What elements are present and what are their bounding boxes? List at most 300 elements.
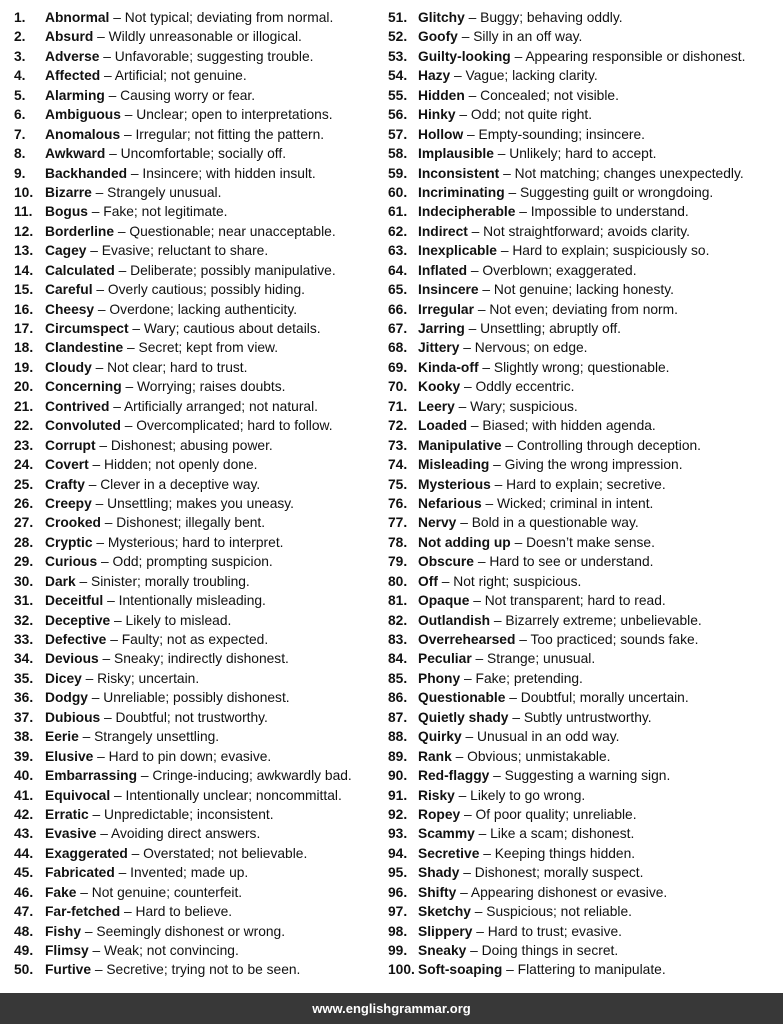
- list-item: [388, 319, 780, 338]
- item-term: Circumspect: [45, 321, 129, 336]
- item-number: 22.: [14, 418, 34, 434]
- list-item: [388, 669, 780, 688]
- item-term: Outlandish: [418, 612, 491, 628]
- item-text: [418, 280, 674, 299]
- item-definition: – Unsettling; makes you uneasy.: [91, 495, 294, 511]
- item-term: Flimsy: [45, 943, 89, 958]
- item-text: [45, 844, 307, 863]
- item-definition: – Evasive; reluctant to share.: [86, 243, 269, 259]
- item-definition: – Giving the wrong impression.: [489, 457, 683, 473]
- item-definition: – Doesn’t make sense.: [510, 534, 655, 550]
- item-definition: – Deliberate; possibly manipulative.: [114, 262, 336, 278]
- list-item: [14, 941, 386, 960]
- list-item: [388, 902, 780, 921]
- item-number: 75.: [388, 476, 408, 492]
- item-text: [45, 475, 260, 494]
- item-definition: – Bold in a questionable way.: [456, 515, 639, 531]
- item-term: Loaded: [418, 418, 468, 434]
- item-number: 92.: [388, 806, 408, 822]
- list-item: [388, 863, 780, 882]
- item-definition: – Invented; made up.: [114, 865, 249, 881]
- item-term: Opaque: [418, 593, 470, 609]
- item-definition: – Unsettling; abruptly off.: [464, 321, 621, 336]
- item-text: [45, 8, 333, 27]
- item-term: Hollow: [418, 126, 464, 142]
- item-number: 67.: [388, 321, 408, 336]
- item-number: 58.: [388, 146, 408, 162]
- item-definition: – Not matching; changes unexpectedly.: [499, 165, 744, 181]
- item-text: [45, 591, 266, 610]
- item-definition: – Dishonest; illegally bent.: [100, 515, 266, 531]
- item-term: Misleading: [418, 457, 490, 473]
- item-text: [45, 47, 313, 66]
- item-definition: – Vague; lacking clarity.: [450, 68, 598, 84]
- item-term: Contrived: [45, 398, 110, 414]
- item-text: [45, 611, 231, 630]
- item-number: 42.: [14, 806, 34, 822]
- item-term: Fake: [45, 884, 77, 900]
- list-item: [388, 475, 780, 494]
- item-text: [45, 125, 324, 144]
- item-term: Indirect: [418, 223, 468, 239]
- list-item: [14, 591, 386, 610]
- item-number: 3.: [14, 48, 26, 64]
- item-text: [418, 8, 623, 27]
- item-text: [418, 202, 689, 221]
- item-term: Phony: [418, 670, 461, 686]
- item-definition: – Subtly untrustworthy.: [508, 709, 652, 725]
- list-item: [14, 572, 386, 591]
- item-text: [418, 786, 585, 805]
- item-term: Creepy: [45, 495, 92, 511]
- item-number: 40.: [14, 768, 34, 784]
- item-number: 96.: [388, 884, 408, 900]
- item-definition: – Of poor quality; unreliable.: [460, 806, 637, 822]
- item-text: [45, 494, 294, 513]
- item-term: Cloudy: [45, 359, 92, 375]
- item-text: [418, 941, 618, 960]
- item-definition: – Wary; cautious about details.: [128, 321, 321, 336]
- list-item: [388, 786, 780, 805]
- item-text: [45, 513, 265, 532]
- item-term: Shady: [418, 865, 460, 881]
- item-number: 82.: [388, 612, 408, 628]
- item-term: Furtive: [45, 962, 91, 978]
- item-number: 64.: [388, 262, 408, 278]
- item-definition: – Insincere; with hidden insult.: [127, 165, 316, 181]
- list-item: [14, 513, 386, 532]
- item-term: Crafty: [45, 476, 85, 492]
- item-text: [418, 513, 639, 532]
- item-number: 56.: [388, 107, 408, 123]
- list-item: [14, 455, 386, 474]
- item-definition: – Hidden; not openly done.: [88, 457, 258, 473]
- item-term: Deceitful: [45, 593, 104, 609]
- item-number: 100.: [388, 962, 415, 978]
- item-definition: – Unreliable; possibly dishonest.: [87, 690, 290, 706]
- item-definition: – Obvious; unmistakable.: [451, 748, 611, 764]
- list-item: [388, 941, 780, 960]
- item-definition: – Intentionally misleading.: [103, 593, 266, 609]
- item-number: 32.: [14, 612, 34, 628]
- item-term: Red-flaggy: [418, 768, 490, 784]
- item-definition: – Wildly unreasonable or illogical.: [93, 29, 302, 45]
- item-number: 89.: [388, 748, 408, 764]
- item-definition: – Intentionally unclear; noncommittal.: [110, 787, 342, 803]
- item-term: Eerie: [45, 729, 79, 745]
- list-item: [388, 86, 780, 105]
- item-term: Irregular: [418, 301, 474, 317]
- list-item: [388, 183, 780, 202]
- item-term: Questionable: [418, 690, 506, 706]
- list-item: [14, 669, 386, 688]
- item-text: [45, 941, 239, 960]
- item-definition: – Causing worry or fear.: [104, 87, 256, 103]
- item-text: [45, 416, 333, 435]
- item-term: Kinda-off: [418, 359, 479, 375]
- list-item: [388, 261, 780, 280]
- list-item: [388, 66, 780, 85]
- list-item: [14, 358, 386, 377]
- list-item: [14, 552, 386, 571]
- item-definition: – Sinister; morally troubling.: [75, 573, 250, 589]
- list-item: [388, 164, 780, 183]
- item-definition: – Not clear; hard to trust.: [91, 359, 248, 375]
- item-text: [45, 688, 290, 707]
- item-definition: – Worrying; raises doubts.: [121, 379, 286, 395]
- item-term: Cheesy: [45, 301, 95, 317]
- item-number: 51.: [388, 10, 408, 25]
- item-number: 30.: [14, 573, 34, 589]
- list-item: [388, 883, 780, 902]
- item-number: 45.: [14, 865, 34, 881]
- item-number: 69.: [388, 359, 408, 375]
- item-number: 59.: [388, 165, 408, 181]
- item-definition: – Not straightforward; avoids clarity.: [467, 223, 690, 239]
- item-term: Clandestine: [45, 340, 124, 356]
- item-term: Corrupt: [45, 437, 96, 453]
- item-term: Hazy: [418, 68, 451, 84]
- item-text: [418, 805, 637, 824]
- item-term: Equivocal: [45, 787, 111, 803]
- item-text: [45, 86, 255, 105]
- item-number: 91.: [388, 787, 408, 803]
- item-number: 65.: [388, 282, 408, 298]
- item-text: [45, 533, 284, 552]
- item-text: [418, 844, 635, 863]
- item-number: 79.: [388, 554, 408, 570]
- item-term: Embarrassing: [45, 768, 138, 784]
- item-text: [45, 105, 333, 124]
- item-text: [45, 863, 248, 882]
- item-term: Bogus: [45, 204, 88, 220]
- list-item: [14, 300, 386, 319]
- item-number: 21.: [14, 398, 34, 414]
- item-term: Devious: [45, 651, 99, 667]
- item-number: 57.: [388, 126, 408, 142]
- item-text: [45, 261, 336, 280]
- item-definition: – Odd; prompting suspicion.: [97, 554, 273, 570]
- item-text: [418, 727, 619, 746]
- item-number: 73.: [388, 437, 408, 453]
- item-number: 34.: [14, 651, 34, 667]
- item-number: 52.: [388, 29, 408, 45]
- item-term: Bizarre: [45, 184, 92, 200]
- item-number: 25.: [14, 476, 34, 492]
- item-definition: – Hard to explain; suspiciously so.: [496, 243, 710, 259]
- item-definition: – Overcomplicated; hard to follow.: [120, 418, 333, 434]
- item-definition: – Strange; unusual.: [471, 651, 596, 667]
- item-text: [418, 902, 632, 921]
- list-item: [14, 125, 386, 144]
- item-text: [45, 358, 247, 377]
- item-number: 20.: [14, 379, 34, 395]
- item-definition: – Controlling through deception.: [501, 437, 701, 453]
- item-definition: – Likely to go wrong.: [454, 787, 586, 803]
- item-text: [418, 105, 592, 124]
- list-item: [14, 494, 386, 513]
- item-text: [45, 766, 352, 785]
- item-definition: – Sneaky; indirectly dishonest.: [98, 651, 289, 667]
- item-definition: – Unusual in an odd way.: [461, 729, 620, 745]
- word-list-column-right: [388, 8, 780, 980]
- item-definition: – Strangely unsettling.: [78, 729, 220, 745]
- item-definition: – Faulty; not as expected.: [106, 632, 269, 647]
- item-number: 84.: [388, 651, 408, 667]
- item-term: Insincere: [418, 282, 479, 298]
- item-definition: – Overly cautious; possibly hiding.: [92, 282, 305, 298]
- item-text: [45, 300, 297, 319]
- item-term: Sketchy: [418, 904, 471, 920]
- item-text: [45, 455, 257, 474]
- item-definition: – Suggesting guilt or wrongdoing.: [504, 184, 714, 200]
- item-definition: – Mysterious; hard to interpret.: [92, 534, 284, 550]
- item-text: [418, 27, 582, 46]
- list-item: [388, 552, 780, 571]
- item-term: Deceptive: [45, 612, 111, 628]
- item-definition: – Fake; not legitimate.: [87, 204, 228, 220]
- list-item: [388, 222, 780, 241]
- list-item: [388, 805, 780, 824]
- item-text: [418, 144, 657, 163]
- item-term: Manipulative: [418, 437, 502, 453]
- item-number: 46.: [14, 884, 34, 900]
- item-text: [418, 669, 583, 688]
- item-term: Cryptic: [45, 534, 93, 550]
- list-item: [388, 27, 780, 46]
- item-number: 74.: [388, 457, 408, 473]
- item-number: 10.: [14, 184, 34, 200]
- item-number: 6.: [14, 107, 26, 123]
- item-number: 36.: [14, 690, 34, 706]
- list-item: [388, 513, 780, 532]
- item-number: 70.: [388, 379, 408, 395]
- list-item: [14, 66, 386, 85]
- item-number: 2.: [14, 29, 26, 45]
- item-term: Covert: [45, 457, 89, 473]
- list-item: [388, 922, 780, 941]
- item-definition: – Overblown; exaggerated.: [467, 262, 637, 278]
- item-definition: – Hard to pin down; evasive.: [93, 748, 272, 764]
- item-definition: – Like a scam; dishonest.: [474, 826, 635, 842]
- item-term: Anomalous: [45, 126, 121, 142]
- item-number: 7.: [14, 126, 26, 142]
- list-item: [388, 300, 780, 319]
- item-definition: – Overdone; lacking authenticity.: [94, 301, 298, 317]
- item-number: 38.: [14, 729, 34, 745]
- item-term: Hinky: [418, 107, 456, 123]
- item-number: 95.: [388, 865, 408, 881]
- item-number: 87.: [388, 709, 408, 725]
- item-definition: – Dishonest; abusing power.: [95, 437, 273, 453]
- item-term: Inflated: [418, 262, 468, 278]
- item-number: 35.: [14, 670, 34, 686]
- list-item: [388, 824, 780, 843]
- item-term: Kooky: [418, 379, 461, 395]
- item-term: Rank: [418, 748, 452, 764]
- item-term: Shifty: [418, 884, 457, 900]
- item-term: Scammy: [418, 826, 475, 842]
- list-item: [14, 533, 386, 552]
- item-text: [418, 183, 713, 202]
- item-term: Erratic: [45, 806, 89, 822]
- item-number: 28.: [14, 534, 34, 550]
- item-term: Goofy: [418, 29, 458, 45]
- item-definition: – Appearing dishonest or evasive.: [456, 884, 668, 900]
- item-definition: – Unlikely; hard to accept.: [493, 146, 657, 162]
- list-item: [14, 960, 386, 979]
- item-definition: – Not genuine; lacking honesty.: [478, 282, 674, 298]
- item-number: 83.: [388, 632, 408, 647]
- list-item: [388, 727, 780, 746]
- list-item: [14, 261, 386, 280]
- item-definition: – Odd; not quite right.: [455, 107, 593, 123]
- item-definition: – Avoiding direct answers.: [96, 826, 261, 842]
- item-term: Convoluted: [45, 418, 121, 434]
- list-item: [14, 844, 386, 863]
- item-definition: – Questionable; near unacceptable.: [114, 223, 336, 239]
- item-definition: – Seemingly dishonest or wrong.: [81, 923, 286, 939]
- item-text: [45, 922, 285, 941]
- item-text: [45, 222, 336, 241]
- item-number: 39.: [14, 748, 34, 764]
- item-definition: – Suggesting a warning sign.: [489, 768, 671, 784]
- item-text: [45, 202, 228, 221]
- item-term: Cagey: [45, 243, 87, 259]
- item-definition: – Doing things in secret.: [466, 943, 619, 958]
- item-number: 94.: [388, 845, 408, 861]
- list-item: [388, 47, 780, 66]
- item-term: Obscure: [418, 554, 474, 570]
- list-item: [14, 164, 386, 183]
- item-number: 24.: [14, 457, 34, 473]
- item-text: [418, 319, 621, 338]
- item-text: [45, 183, 221, 202]
- list-item: [14, 824, 386, 843]
- item-text: [45, 902, 232, 921]
- item-number: 43.: [14, 826, 34, 842]
- item-text: [45, 669, 199, 688]
- footer-site-link[interactable]: www.englishgrammar.org: [312, 1001, 471, 1016]
- item-definition: – Overstated; not believable.: [127, 845, 308, 861]
- item-definition: – Biased; with hidden agenda.: [467, 418, 656, 434]
- list-item: [14, 416, 386, 435]
- item-number: 54.: [388, 68, 408, 84]
- item-term: Curious: [45, 554, 98, 570]
- item-term: Peculiar: [418, 651, 472, 667]
- item-text: [418, 241, 709, 260]
- list-item: [388, 960, 780, 979]
- item-number: 11.: [14, 204, 33, 220]
- item-number: 47.: [14, 904, 34, 920]
- item-term: Dicey: [45, 670, 82, 686]
- item-number: 33.: [14, 632, 34, 647]
- item-text: [418, 494, 653, 513]
- list-item: [388, 611, 780, 630]
- item-text: [45, 164, 316, 183]
- item-text: [45, 397, 318, 416]
- item-definition: – Concealed; not visible.: [464, 87, 619, 103]
- item-term: Risky: [418, 787, 455, 803]
- item-term: Backhanded: [45, 165, 128, 181]
- item-text: [418, 766, 670, 785]
- item-number: 17.: [14, 321, 34, 336]
- list-item: [388, 649, 780, 668]
- list-item: [14, 727, 386, 746]
- item-definition: – Not even; deviating from norm.: [473, 301, 678, 317]
- item-definition: – Irregular; not fitting the pattern.: [120, 126, 325, 142]
- item-term: Dark: [45, 573, 76, 589]
- item-number: 66.: [388, 301, 408, 317]
- item-number: 99.: [388, 943, 408, 958]
- item-definition: – Unfavorable; suggesting trouble.: [99, 48, 314, 64]
- item-text: [418, 688, 689, 707]
- item-number: 19.: [14, 359, 34, 375]
- item-number: 26.: [14, 495, 34, 511]
- item-term: Dodgy: [45, 690, 88, 706]
- item-text: [418, 611, 702, 630]
- item-text: [418, 300, 678, 319]
- item-term: Far-fetched: [45, 904, 121, 920]
- item-definition: – Artificial; not genuine.: [100, 68, 247, 84]
- item-term: Ropey: [418, 806, 461, 822]
- item-term: Jittery: [418, 340, 460, 356]
- list-item: [388, 338, 780, 357]
- item-term: Alarming: [45, 87, 105, 103]
- item-text: [45, 552, 273, 571]
- list-item: [14, 27, 386, 46]
- item-number: 48.: [14, 923, 34, 939]
- item-definition: – Strangely unusual.: [91, 184, 222, 200]
- item-term: Overrehearsed: [418, 632, 516, 647]
- item-number: 60.: [388, 184, 408, 200]
- item-term: Fishy: [45, 923, 82, 939]
- list-item: [14, 202, 386, 221]
- item-number: 76.: [388, 495, 408, 511]
- item-number: 9.: [14, 165, 26, 181]
- item-definition: – Hard to believe.: [120, 904, 233, 920]
- item-number: 72.: [388, 418, 408, 434]
- item-number: 41.: [14, 787, 34, 803]
- item-term: Leery: [418, 398, 455, 414]
- item-term: Abnormal: [45, 10, 110, 25]
- item-text: [418, 630, 698, 649]
- list-item: [14, 319, 386, 338]
- item-definition: – Secretive; trying not to be seen.: [91, 962, 301, 978]
- word-list-column-left: [14, 8, 386, 980]
- list-item: [14, 377, 386, 396]
- item-term: Awkward: [45, 146, 106, 162]
